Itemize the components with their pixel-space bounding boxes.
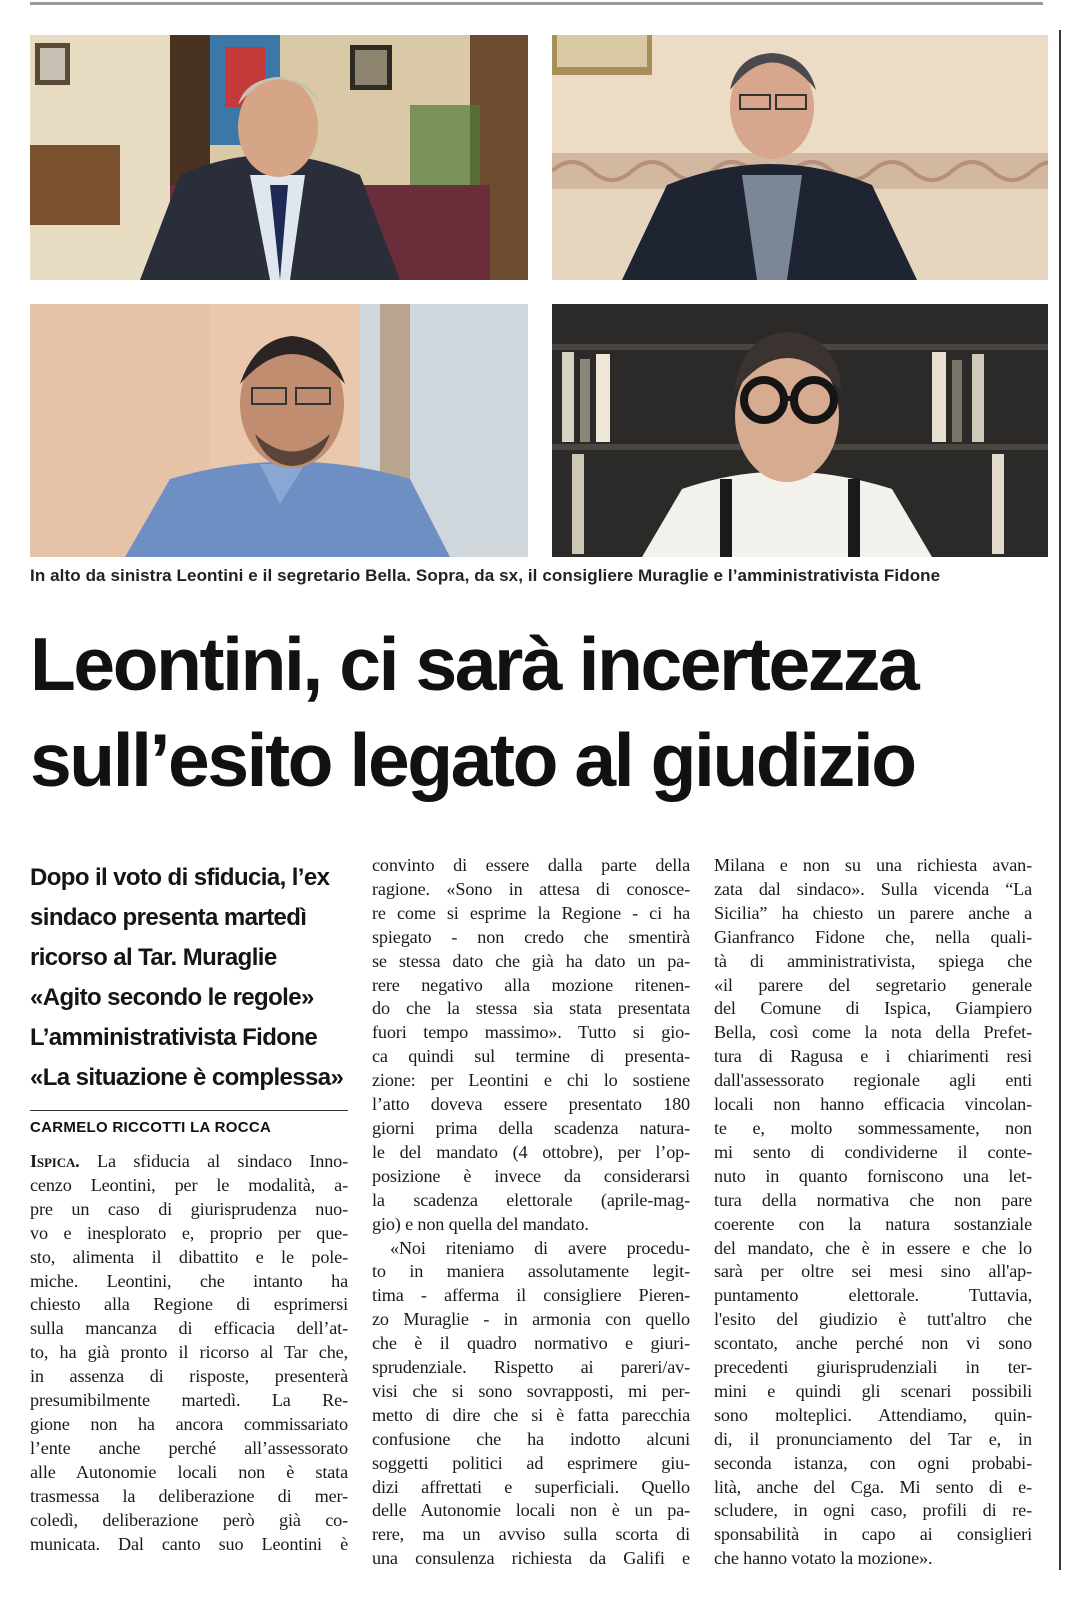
text-line: lità, anche del Cga. Mi sento di e-	[714, 1476, 1032, 1497]
photo-leontini	[30, 35, 528, 280]
text-line: zo Muraglie - in armonia con quello	[372, 1309, 690, 1330]
text-line: La sfiducia al sindaco Inno-	[79, 1151, 348, 1171]
text-line: in assenza di risposte, presenterà	[30, 1366, 348, 1387]
text-line: Bella, così come la nota della Prefet-	[714, 1022, 1032, 1043]
subhead-line: Dopo il voto di sfiducia, l’ex	[30, 864, 330, 891]
text-line: miche. Leontini, che intanto ha	[30, 1270, 348, 1291]
text-line: alle Autonomie locali non è stata	[30, 1461, 348, 1482]
page-edge	[1059, 30, 1061, 1570]
text-line: «il parere del segretario generale	[714, 974, 1032, 995]
text-line: seconda istanza, con ogni probabi-	[714, 1452, 1032, 1473]
text-line: sto, alimenta il dibattito e le pole-	[30, 1246, 348, 1267]
text-line: re come si esprime la Regione - ci ha	[372, 902, 690, 923]
text-line: sarà per oltre sei mesi sino all'ap-	[714, 1261, 1032, 1282]
text-line: che hanno votato la mozione».	[714, 1548, 933, 1569]
text-line: giorni prima della scadenza natura-	[372, 1117, 690, 1138]
text-line: Gianfranco Fidone che, nella quali-	[714, 926, 1032, 947]
text-line: te e, molto sommessamente, non	[714, 1117, 1032, 1138]
subhead-line: sindaco presenta martedì	[30, 904, 307, 931]
article-column-2	[372, 854, 690, 1571]
subhead	[30, 858, 360, 1098]
text-line: rere, ma un avviso sulla scorta di	[372, 1524, 690, 1545]
text-line: gio) e non quella del mandato.	[372, 1213, 589, 1234]
text-line: to in maniera assolutamente legit-	[372, 1261, 690, 1282]
text-line: del mandato, che è in essere e che lo	[714, 1237, 1032, 1258]
text-line: puntamento elettorale. Tuttavia,	[714, 1285, 1032, 1306]
text-line: coerente con la natura sostanziale	[714, 1213, 1032, 1234]
photo-muraglie	[30, 304, 528, 557]
text-line: l’atto doveva essere presentato 180	[372, 1094, 690, 1115]
text-line: soggetti politici ad esprimere giu-	[372, 1452, 690, 1473]
photo-caption: In alto da sinistra Leontini e il segretario Bella. Sopra, da sx, il consigliere Muraglie e l’amministrativista Fidone	[30, 566, 941, 585]
photo-fidone	[552, 304, 1048, 557]
text-line: sono molteplici. Attendiamo, quin-	[714, 1404, 1032, 1425]
text-line: metto di dire che si è fatta parecchia	[372, 1404, 690, 1425]
text-line: scontato, anche perché non vi sono	[714, 1333, 1032, 1354]
subhead-line: L’amministrativista Fidone	[30, 1024, 318, 1051]
text-line: vo e inesplorato e, proprio per que-	[30, 1222, 348, 1243]
article-column-1	[30, 1150, 348, 1556]
subhead-line: «La situazione è complessa»	[30, 1064, 344, 1091]
text-line: trasmessa la deliberazione di mer-	[30, 1485, 348, 1506]
text-line: se stessa dato che già ha dato un pa-	[372, 950, 690, 971]
photo-bella	[552, 35, 1048, 280]
text-line: rere negativo alla mozione ritenen-	[372, 974, 690, 995]
text-line	[30, 1150, 348, 1174]
text-line: tura di Ragusa e i chiarimenti resi	[714, 1046, 1032, 1067]
headline-line: Leontini, ci sarà incertezza	[30, 622, 918, 706]
text-line: l’ente anche perché all’assessorato	[30, 1437, 348, 1458]
text-line: tà di amministrativista, spiega che	[714, 950, 1032, 971]
top-rule	[30, 2, 1043, 5]
text-line: precedenti giurisprudenziali in ter-	[714, 1357, 1032, 1378]
text-line: mini e quindi gli scenari possibili	[714, 1380, 1032, 1401]
text-line: che è il quadro normativo e giuri-	[372, 1333, 690, 1354]
text-line: di, il pronunciamento del Tar e, in	[714, 1428, 1032, 1449]
text-line: del Comune di Ispica, Giampiero	[714, 998, 1032, 1019]
text-line: zata dal sindaco». Sulla vicenda “La	[714, 878, 1032, 899]
text-line: sprudenziale. Rispetto ai pareri/av-	[372, 1357, 690, 1378]
text-line: zione: per Leontini e chi lo sostiene	[372, 1070, 690, 1091]
byline-rule	[30, 1110, 348, 1111]
text-line: fuori tempo massimo». Tutto si gio-	[372, 1022, 690, 1043]
text-line: tima - afferma il consigliere Pieren-	[372, 1285, 690, 1306]
text-line: una consulenza richiesta da Galifi e	[372, 1548, 690, 1569]
text-line: ca quindi sul termine di presenta-	[372, 1046, 690, 1067]
text-line: gione non ha ancora commissariato	[30, 1413, 348, 1434]
text-line: do che la stessa sia stata presentata	[372, 998, 690, 1019]
text-line: pre un caso di giurisprudenza nuo-	[30, 1198, 348, 1219]
text-line: coledì, deliberazione però già co-	[30, 1509, 348, 1530]
text-line: spiegato - non credo che smentirà	[372, 926, 690, 947]
subhead-line: ricorso al Tar. Muraglie	[30, 944, 277, 971]
text-line: nuto in quanto forniscono una let-	[714, 1165, 1032, 1186]
text-line: chiesto alla Regione di esprimersi	[30, 1294, 348, 1315]
text-line: locali non hanno efficacia vincolan-	[714, 1094, 1032, 1115]
headline-line: sull’esito legato al giudizio	[30, 718, 915, 802]
dateline: Ispica.	[30, 1151, 80, 1171]
text-line: tura della normativa che non pare	[714, 1189, 1032, 1210]
text-line: dizi affrettati e superficiali. Quello	[372, 1476, 690, 1497]
text-line: scludere, in ogni caso, profili di re-	[714, 1500, 1032, 1521]
text-line: la scadenza elettorale (aprile-mag-	[372, 1189, 690, 1210]
text-line: l'esito del giudizio è tutt'altro che	[714, 1309, 1032, 1330]
text-line: ragione. «Sono in attesa di conosce-	[372, 878, 690, 899]
text-line: dall'assessorato regionale agli enti	[714, 1070, 1032, 1091]
text-line: convinto di essere dalla parte della	[372, 855, 690, 875]
text-line: confusione che ha indotto alcuni	[372, 1428, 690, 1449]
text-line: to, ha già pronto il ricorso al Tar che,	[30, 1342, 348, 1363]
text-line: Milana e non su una richiesta avan-	[714, 855, 1032, 875]
text-line: visi che si sono sovrapposti, mi per-	[372, 1380, 690, 1401]
text-line: Sicilia” ha chiesto un parere anche a	[714, 902, 1032, 923]
text-line: presumibilmente martedì. La Re-	[30, 1390, 348, 1411]
text-line: cenzo Leontini, per le modalità, a-	[30, 1174, 348, 1195]
text-line: mi sento di condividerne il conte-	[714, 1141, 1032, 1162]
text-line: sponsabilità in capo ai consiglieri	[714, 1524, 1032, 1545]
text-line: delle Autonomie locali non è un pa-	[372, 1500, 690, 1521]
text-line: «Noi riteniamo di avere procedu-	[390, 1237, 690, 1258]
text-line: le del mandato (4 ottobre), per l’op-	[372, 1141, 690, 1162]
text-line: posizione è invece da considerarsi	[372, 1165, 690, 1186]
byline: CARMELO RICCOTTI LA ROCCA	[30, 1119, 272, 1136]
text-line: municata. Dal canto suo Leontini è	[30, 1533, 348, 1554]
headline	[30, 616, 1050, 808]
subhead-line: «Agito secondo le regole»	[30, 984, 314, 1011]
article-column-3	[714, 854, 1032, 1571]
text-line: sulla mancanza di efficacia dell’at-	[30, 1318, 348, 1339]
